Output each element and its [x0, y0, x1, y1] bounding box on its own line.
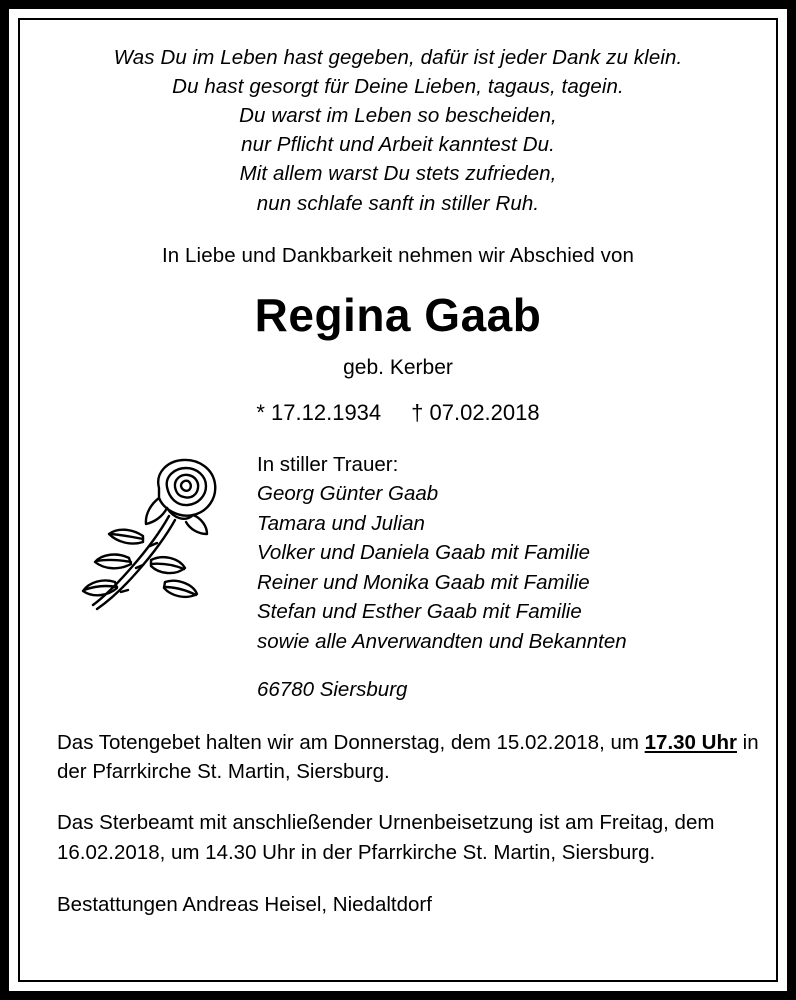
prayer-time: 17.30 Uhr [644, 731, 737, 755]
deceased-name: Regina Gaab [254, 288, 542, 341]
mourner-3: Volker und Daniela Gaab mit Familie [257, 541, 591, 565]
poem-line-5: Mit allem warst Du stets zufrieden, [239, 162, 557, 186]
life-dates [29, 400, 767, 426]
poem-line-4: nur Pflicht und Arbeit kanntest Du. [241, 133, 555, 157]
mourners-city: 66780 Siersburg [257, 678, 408, 702]
birth-date: * 17.12.1934 [256, 399, 382, 425]
mourners-heading: In stiller Trauer: [257, 452, 399, 476]
prayer-suffix: in der Pfarrkirche St. Martin, Siersburg. [57, 731, 759, 784]
mourners-list [257, 450, 767, 657]
poem-line-2: Du hast gesorgt für Deine Lieben, tagaus, tagein. [172, 75, 624, 99]
mourner-2: Tamara und Julian [257, 511, 425, 535]
poem-line-6: nun schlafe sanft in stiller Ruh. [256, 191, 540, 215]
poem-line-1: Was Du im Leben hast gegeben, dafür ist jeder Dank zu klein. [113, 46, 683, 69]
obituary-content [29, 27, 767, 973]
mass-service-info: Das Sterbeamt mit anschließender Urnenbeisetzung ist am Freitag, dem 16.02.2018, um 14.30 Uhr in der Pfarrkirche St. Martin, Siersburg. [57, 811, 715, 864]
poem-line-3: Du warst im Leben so bescheiden, [239, 104, 557, 128]
mourner-5: Stefan und Esther Gaab mit Familie [257, 600, 582, 624]
mourner-1: Georg Günter Gaab [257, 482, 439, 506]
prayer-service-info [29, 728, 767, 786]
mourner-6: sowie alle Anverwandten und Bekannten [257, 629, 627, 653]
maiden-name: geb. Kerber [343, 355, 453, 379]
undertaker-info: Bestattungen Andreas Heisel, Niedaltdorf [57, 892, 432, 916]
mourner-4: Reiner und Monika Gaab mit Familie [257, 570, 590, 594]
intro-line: In Liebe und Dankbarkeit nehmen wir Abschied von [161, 243, 635, 267]
mourners-section [29, 450, 767, 703]
rose-icon [47, 442, 237, 642]
poem-block [29, 43, 767, 218]
death-date: † 07.02.2018 [411, 399, 540, 425]
prayer-prefix: Das Totengebet halten wir am Donnerstag, dem 15.02.2018, um [57, 731, 645, 755]
